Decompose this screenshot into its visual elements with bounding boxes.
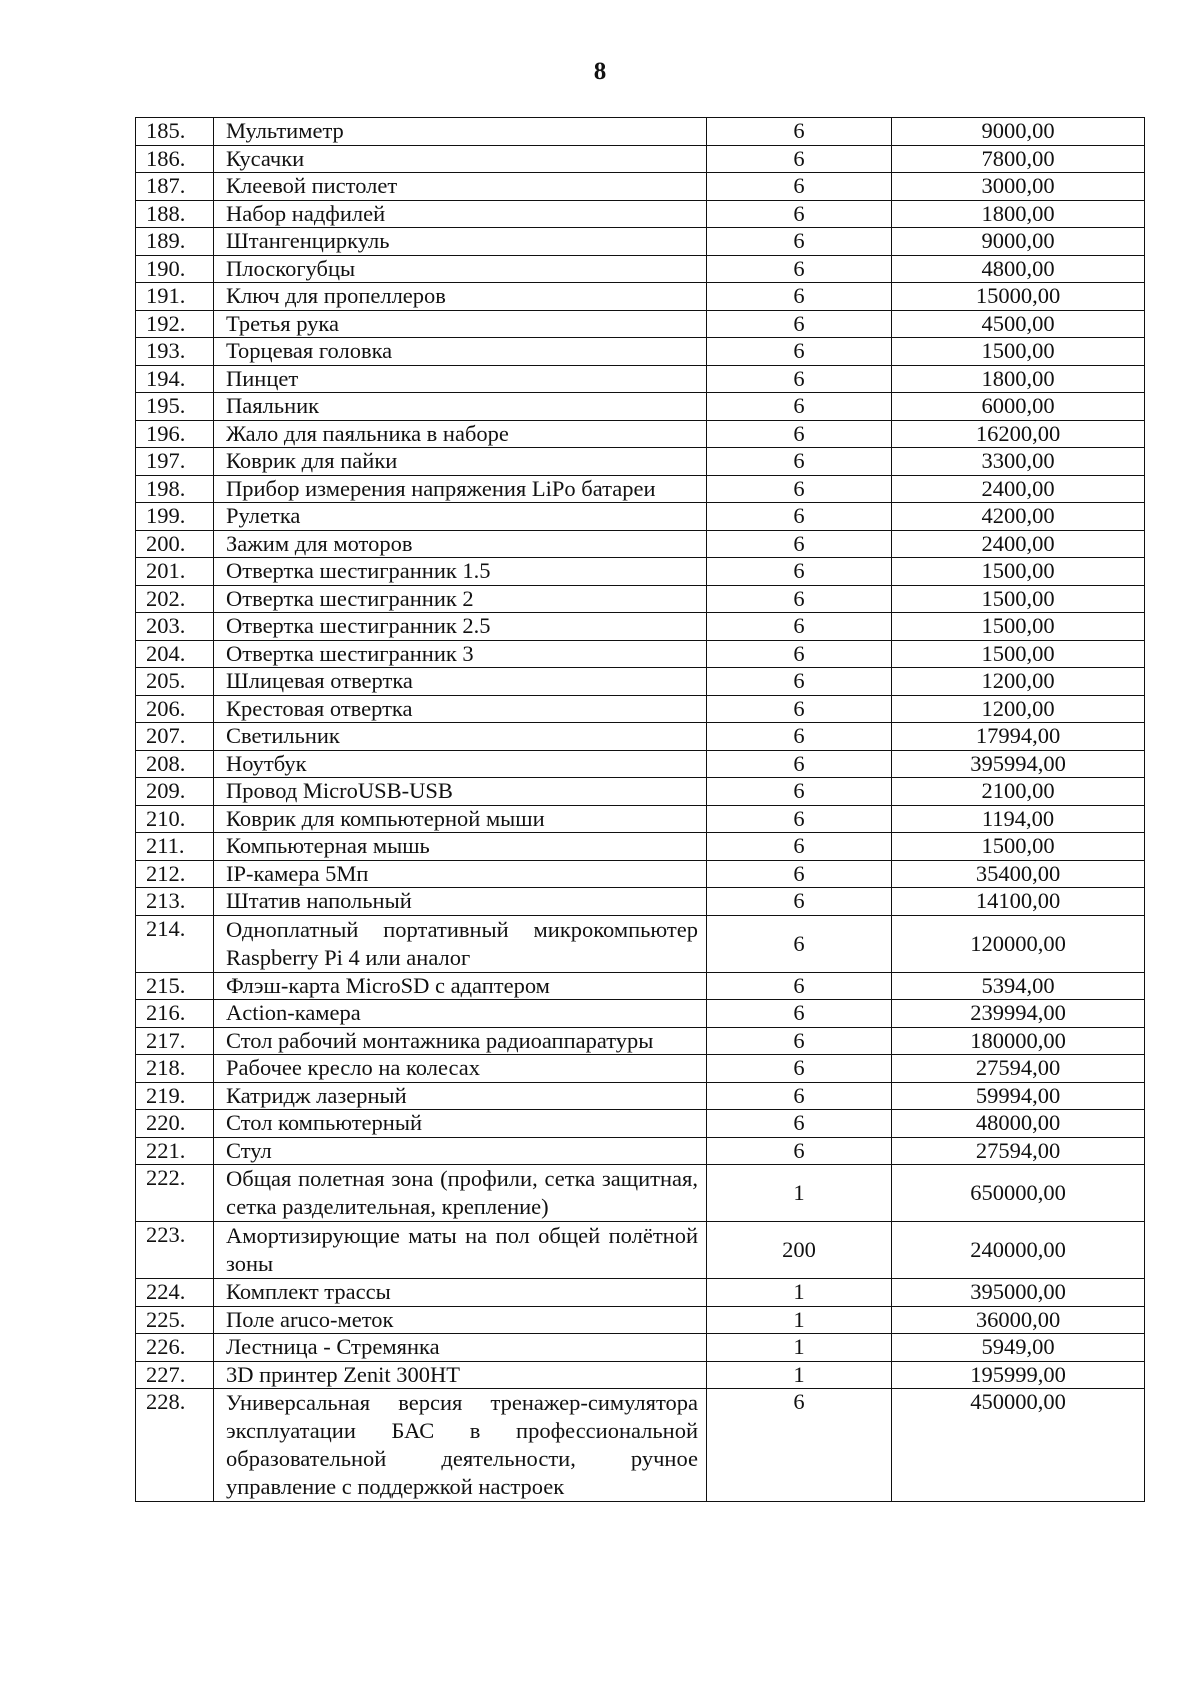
item-quantity: 6 [707,200,892,228]
item-amount: 395000,00 [892,1279,1145,1307]
item-name: Отвертка шестигранник 3 [214,640,707,668]
item-number: 220. [136,1110,214,1138]
item-name: Набор надфилей [214,200,707,228]
item-number: 199. [136,503,214,531]
table-row [136,1361,1145,1389]
item-amount: 4800,00 [892,255,1145,283]
item-number: 201. [136,558,214,586]
table-row [136,723,1145,751]
table-row [136,448,1145,476]
item-name: Пинцет [214,365,707,393]
table-row [136,228,1145,256]
item-quantity: 6 [707,915,892,972]
item-quantity: 6 [707,283,892,311]
item-quantity: 6 [707,393,892,421]
item-name: Зажим для моторов [214,530,707,558]
item-amount: 1500,00 [892,338,1145,366]
item-amount: 48000,00 [892,1110,1145,1138]
item-number: 218. [136,1055,214,1083]
item-name: Ключ для пропеллеров [214,283,707,311]
item-name: Стол рабочий монтажника радиоаппаратуры [214,1027,707,1055]
item-quantity: 6 [707,310,892,338]
item-name: Шлицевая отвертка [214,668,707,696]
item-quantity: 6 [707,585,892,613]
item-quantity: 6 [707,888,892,916]
table-row [136,833,1145,861]
item-number: 194. [136,365,214,393]
item-name: Коврик для пайки [214,448,707,476]
item-number: 212. [136,860,214,888]
item-quantity: 6 [707,613,892,641]
table-row [136,365,1145,393]
item-amount: 195999,00 [892,1361,1145,1389]
item-number: 195. [136,393,214,421]
item-number: 190. [136,255,214,283]
item-name: Торцевая головка [214,338,707,366]
item-quantity: 6 [707,173,892,201]
table-row [136,888,1145,916]
item-quantity: 6 [707,558,892,586]
item-quantity: 6 [707,723,892,751]
table-row [136,778,1145,806]
item-name: Одноплатный портативный микрокомпьютер Raspberry Pi 4 или аналог [214,915,707,972]
item-name: Плоскогубцы [214,255,707,283]
item-number: 206. [136,695,214,723]
item-name: Поле aruco-меток [214,1306,707,1334]
table-row [136,1027,1145,1055]
item-number: 215. [136,972,214,1000]
item-quantity: 6 [707,503,892,531]
item-name: Action-камера [214,1000,707,1028]
table-row [136,668,1145,696]
item-amount: 5394,00 [892,972,1145,1000]
item-amount: 36000,00 [892,1306,1145,1334]
item-amount: 9000,00 [892,118,1145,146]
table-row [136,1334,1145,1362]
table-row [136,1279,1145,1307]
table-row [136,420,1145,448]
item-name: Отвертка шестигранник 2 [214,585,707,613]
item-amount: 180000,00 [892,1027,1145,1055]
item-quantity: 1 [707,1361,892,1389]
item-quantity: 6 [707,805,892,833]
item-name: Общая полетная зона (профили, сетка защитная, сетка разделительная, крепление) [214,1165,707,1222]
item-quantity: 6 [707,972,892,1000]
item-quantity: 6 [707,1137,892,1165]
item-amount: 17994,00 [892,723,1145,751]
item-quantity: 1 [707,1165,892,1222]
item-name: Компьютерная мышь [214,833,707,861]
item-number: 224. [136,1279,214,1307]
item-amount: 2100,00 [892,778,1145,806]
item-name: Комплект трассы [214,1279,707,1307]
item-amount: 1500,00 [892,613,1145,641]
item-name: Мультиметр [214,118,707,146]
item-amount: 14100,00 [892,888,1145,916]
equipment-table-body [136,118,1145,1502]
item-amount: 3000,00 [892,173,1145,201]
item-amount: 1500,00 [892,833,1145,861]
item-amount: 1800,00 [892,200,1145,228]
item-number: 208. [136,750,214,778]
item-quantity: 6 [707,640,892,668]
item-amount: 1194,00 [892,805,1145,833]
item-number: 185. [136,118,214,146]
item-quantity: 6 [707,1082,892,1110]
item-number: 198. [136,475,214,503]
item-quantity: 6 [707,475,892,503]
table-row [136,805,1145,833]
item-quantity: 6 [707,145,892,173]
table-row [136,640,1145,668]
item-number: 228. [136,1389,214,1502]
table-row [136,1389,1145,1502]
item-amount: 2400,00 [892,475,1145,503]
item-name: Жало для паяльника в наборе [214,420,707,448]
item-number: 219. [136,1082,214,1110]
item-name: Паяльник [214,393,707,421]
item-number: 223. [136,1222,214,1279]
item-quantity: 6 [707,860,892,888]
table-row [136,585,1145,613]
table-row [136,338,1145,366]
item-number: 202. [136,585,214,613]
item-amount: 120000,00 [892,915,1145,972]
item-name: IP-камера 5Мп [214,860,707,888]
table-row [136,310,1145,338]
item-amount: 650000,00 [892,1165,1145,1222]
item-name: Ноутбук [214,750,707,778]
table-row [136,118,1145,146]
item-name: Отвертка шестигранник 1.5 [214,558,707,586]
item-quantity: 6 [707,1110,892,1138]
table-row [136,750,1145,778]
table-row [136,393,1145,421]
item-name: Крестовая отвертка [214,695,707,723]
item-name: Коврик для компьютерной мыши [214,805,707,833]
item-amount: 1500,00 [892,640,1145,668]
item-amount: 35400,00 [892,860,1145,888]
item-quantity: 6 [707,338,892,366]
item-name: Катридж лазерный [214,1082,707,1110]
table-row [136,558,1145,586]
item-name: Штангенциркуль [214,228,707,256]
item-quantity: 1 [707,1306,892,1334]
item-quantity: 1 [707,1279,892,1307]
item-quantity: 6 [707,118,892,146]
item-name: Провод MicroUSB-USB [214,778,707,806]
table-row [136,283,1145,311]
item-quantity: 6 [707,365,892,393]
item-name: Клеевой пистолет [214,173,707,201]
item-quantity: 200 [707,1222,892,1279]
table-row [136,1165,1145,1222]
table-row [136,1110,1145,1138]
item-quantity: 6 [707,530,892,558]
item-number: 216. [136,1000,214,1028]
table-row [136,1055,1145,1083]
item-amount: 1500,00 [892,585,1145,613]
item-amount: 1200,00 [892,668,1145,696]
item-name: Флэш-карта MicroSD с адаптером [214,972,707,1000]
item-name: Универсальная версия тренажер-симулятора эксплуатации БАС в профессиональной образовательной деятельности, ручное управление с поддержкой настроек [214,1389,707,1502]
table-row [136,503,1145,531]
item-quantity: 6 [707,833,892,861]
item-name: 3D принтер Zenit 300HT [214,1361,707,1389]
item-number: 192. [136,310,214,338]
table-row [136,1082,1145,1110]
table-row [136,1222,1145,1279]
item-quantity: 6 [707,695,892,723]
table-row [136,1137,1145,1165]
item-quantity: 6 [707,750,892,778]
item-name: Стул [214,1137,707,1165]
table-row [136,613,1145,641]
equipment-table [135,117,1145,1502]
item-number: 186. [136,145,214,173]
item-number: 221. [136,1137,214,1165]
table-row [136,915,1145,972]
item-number: 227. [136,1361,214,1389]
item-number: 222. [136,1165,214,1222]
table-row [136,173,1145,201]
item-number: 193. [136,338,214,366]
item-number: 217. [136,1027,214,1055]
item-quantity: 6 [707,1389,892,1502]
item-amount: 395994,00 [892,750,1145,778]
item-amount: 6000,00 [892,393,1145,421]
item-quantity: 6 [707,1055,892,1083]
item-amount: 1800,00 [892,365,1145,393]
item-number: 200. [136,530,214,558]
page-number: 8 [593,58,607,85]
item-quantity: 1 [707,1334,892,1362]
table-row [136,1000,1145,1028]
item-number: 187. [136,173,214,201]
item-quantity: 6 [707,448,892,476]
table-row [136,695,1145,723]
item-amount: 9000,00 [892,228,1145,256]
item-number: 189. [136,228,214,256]
table-row [136,1306,1145,1334]
item-number: 225. [136,1306,214,1334]
item-name: Светильник [214,723,707,751]
item-name: Кусачки [214,145,707,173]
item-amount: 239994,00 [892,1000,1145,1028]
item-number: 204. [136,640,214,668]
table-row [136,475,1145,503]
table-row [136,972,1145,1000]
item-amount: 4500,00 [892,310,1145,338]
item-number: 211. [136,833,214,861]
item-number: 191. [136,283,214,311]
item-name: Прибор измерения напряжения LiPo батареи [214,475,707,503]
item-number: 205. [136,668,214,696]
item-amount: 3300,00 [892,448,1145,476]
item-amount: 16200,00 [892,420,1145,448]
table-row [136,860,1145,888]
item-amount: 27594,00 [892,1055,1145,1083]
item-quantity: 6 [707,1000,892,1028]
item-name: Отвертка шестигранник 2.5 [214,613,707,641]
item-quantity: 6 [707,255,892,283]
item-amount: 15000,00 [892,283,1145,311]
item-amount: 240000,00 [892,1222,1145,1279]
item-number: 226. [136,1334,214,1362]
item-amount: 2400,00 [892,530,1145,558]
item-number: 197. [136,448,214,476]
item-number: 203. [136,613,214,641]
item-amount: 450000,00 [892,1389,1145,1502]
item-name: Лестница - Стремянка [214,1334,707,1362]
item-quantity: 6 [707,1027,892,1055]
item-amount: 27594,00 [892,1137,1145,1165]
item-number: 209. [136,778,214,806]
item-number: 196. [136,420,214,448]
table-row [136,530,1145,558]
table-row [136,145,1145,173]
item-number: 213. [136,888,214,916]
table-row [136,200,1145,228]
item-amount: 1500,00 [892,558,1145,586]
item-quantity: 6 [707,420,892,448]
item-amount: 7800,00 [892,145,1145,173]
item-name: Рулетка [214,503,707,531]
item-amount: 5949,00 [892,1334,1145,1362]
item-number: 207. [136,723,214,751]
item-amount: 59994,00 [892,1082,1145,1110]
item-number: 210. [136,805,214,833]
item-name: Рабочее кресло на колесах [214,1055,707,1083]
item-name: Третья рука [214,310,707,338]
item-quantity: 6 [707,668,892,696]
item-name: Амортизирующие маты на пол общей полётной зоны [214,1222,707,1279]
item-quantity: 6 [707,778,892,806]
item-name: Штатив напольный [214,888,707,916]
table-row [136,255,1145,283]
item-quantity: 6 [707,228,892,256]
item-number: 188. [136,200,214,228]
item-number: 214. [136,915,214,972]
item-amount: 1200,00 [892,695,1145,723]
item-name: Стол компьютерный [214,1110,707,1138]
item-amount: 4200,00 [892,503,1145,531]
